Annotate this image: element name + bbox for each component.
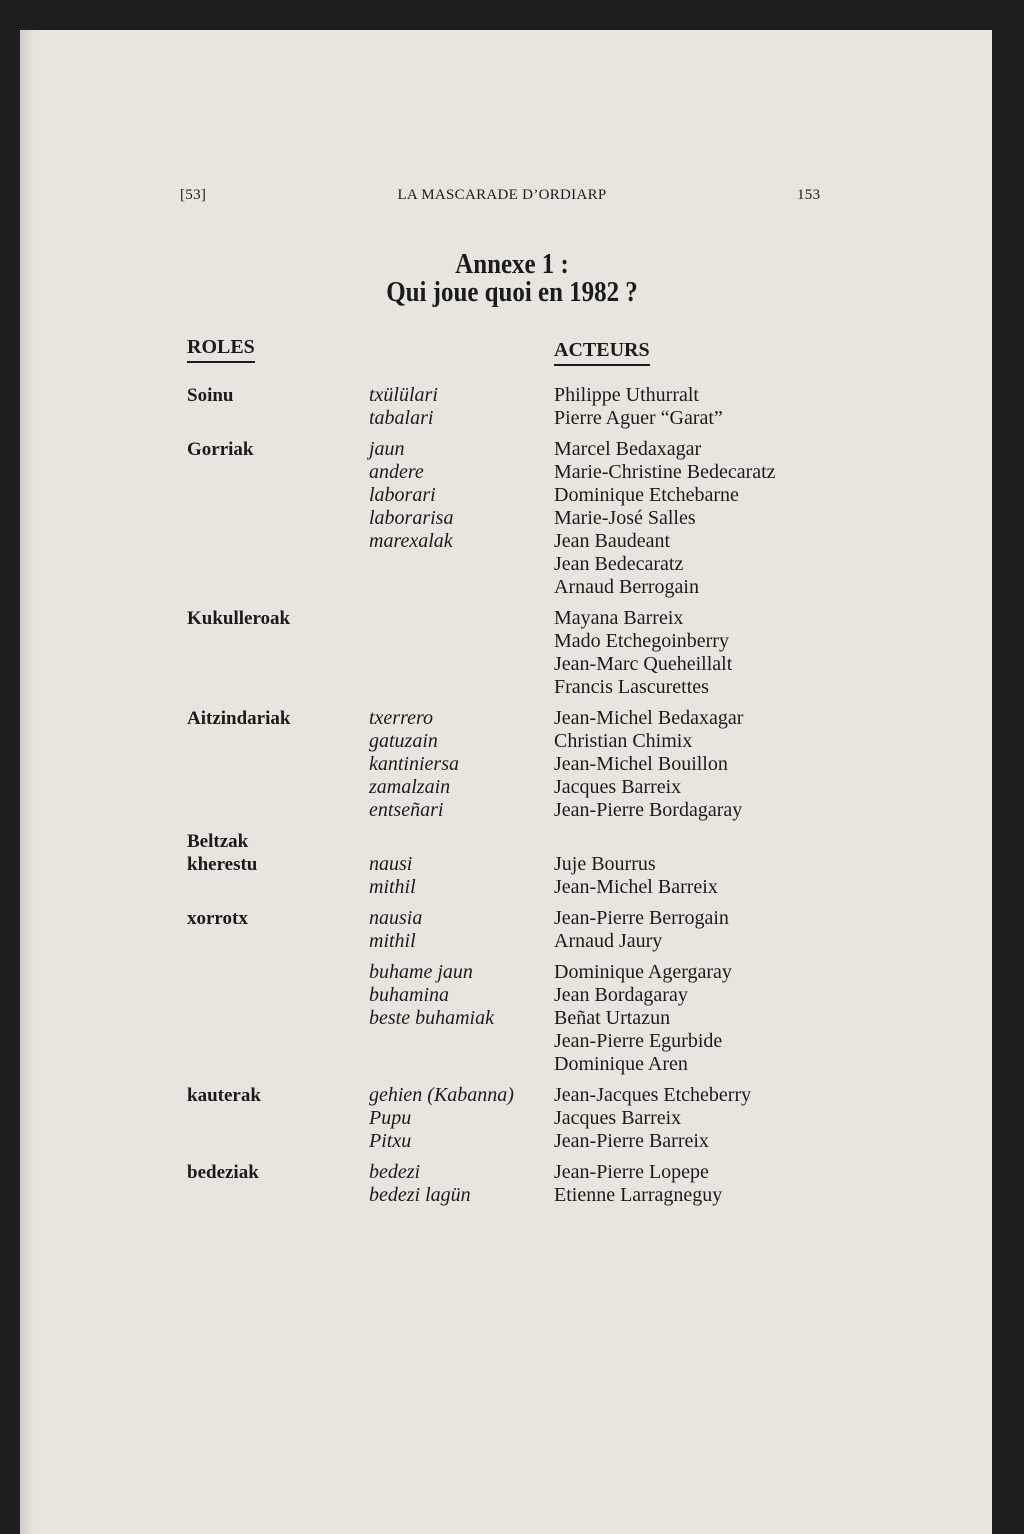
actor-name: Mado Etchegoinberry bbox=[554, 630, 729, 652]
table-row bbox=[187, 553, 837, 576]
role-name bbox=[187, 1007, 369, 1030]
function-name: andere bbox=[369, 461, 424, 483]
actor-name: Jean-Michel Bouillon bbox=[554, 753, 728, 775]
table-row bbox=[187, 1084, 837, 1107]
role-name bbox=[187, 1130, 369, 1153]
actor-name: Arnaud Jaury bbox=[554, 930, 663, 952]
table-row bbox=[187, 653, 837, 676]
role-group bbox=[187, 607, 837, 699]
function-name bbox=[369, 553, 554, 576]
table-row bbox=[187, 961, 837, 984]
role-name: Gorriak bbox=[187, 439, 254, 460]
table-row bbox=[187, 484, 837, 507]
actor-name: Christian Chimix bbox=[554, 730, 693, 752]
role-name bbox=[187, 461, 369, 484]
actor-name: Jean Bedecaratz bbox=[554, 553, 684, 575]
role-name bbox=[187, 1184, 369, 1207]
function-name: bedezi lagün bbox=[369, 1184, 471, 1206]
role-group bbox=[187, 707, 837, 822]
role-group bbox=[187, 907, 837, 953]
role-name bbox=[187, 1107, 369, 1130]
function-name: gatuzain bbox=[369, 730, 438, 752]
role-name: xorrotx bbox=[187, 908, 248, 929]
actor-name: Jacques Barreix bbox=[554, 776, 682, 798]
actor-name: Jean-Pierre Lopepe bbox=[554, 1161, 709, 1183]
table-row bbox=[187, 707, 837, 730]
role-name bbox=[187, 930, 369, 953]
annex-title: Annexe 1 : bbox=[455, 248, 569, 280]
function-name: nausia bbox=[369, 907, 423, 929]
table-row bbox=[187, 407, 837, 430]
actor-name: Marie-José Salles bbox=[554, 507, 696, 529]
role-name: Soinu bbox=[187, 385, 234, 406]
function-name bbox=[369, 607, 554, 630]
table-row bbox=[187, 984, 837, 1007]
table-row bbox=[187, 384, 837, 407]
role-name: Kukulleroak bbox=[187, 608, 291, 629]
function-name: Pupu bbox=[369, 1107, 412, 1129]
table-row bbox=[187, 576, 837, 599]
table-row bbox=[187, 753, 837, 776]
table-row bbox=[187, 530, 837, 553]
function-name bbox=[369, 1053, 554, 1076]
function-name: laborari bbox=[369, 484, 436, 506]
function-name: bedezi bbox=[369, 1161, 421, 1183]
actor-name: Jean Baudeant bbox=[554, 530, 671, 552]
actor-name: Dominique Etchebarne bbox=[554, 484, 739, 506]
function-name: buhamina bbox=[369, 984, 449, 1006]
actor-name: Philippe Uthurralt bbox=[554, 384, 699, 406]
table-row bbox=[187, 853, 837, 876]
actor-name: Jean-Michel Barreix bbox=[554, 876, 718, 898]
actor-name: Etienne Larragneguy bbox=[554, 1184, 723, 1206]
function-name bbox=[369, 1030, 554, 1053]
column-header-actors: ACTEURS bbox=[554, 339, 650, 366]
table-row bbox=[187, 1184, 837, 1207]
actor-name: Dominique Agergaray bbox=[554, 961, 732, 983]
function-name bbox=[369, 653, 554, 676]
function-name: jaun bbox=[369, 438, 405, 460]
function-name: txülülari bbox=[369, 384, 438, 406]
table-row bbox=[187, 730, 837, 753]
actor-name: Jean-Pierre Berrogain bbox=[554, 907, 729, 929]
table-row bbox=[187, 1053, 837, 1076]
table-row bbox=[187, 461, 837, 484]
table-row bbox=[187, 930, 837, 953]
actor-name: Jacques Barreix bbox=[554, 1107, 682, 1129]
role-name bbox=[187, 484, 369, 507]
role-name bbox=[187, 676, 369, 699]
role-name bbox=[187, 530, 369, 553]
function-name bbox=[369, 576, 554, 599]
actor-name: Pierre Aguer “Garat” bbox=[554, 407, 723, 429]
role-name bbox=[187, 576, 369, 599]
role-name bbox=[187, 961, 369, 984]
role-name bbox=[187, 553, 369, 576]
column-header-roles: ROLES bbox=[187, 336, 255, 363]
actor-name: Mayana Barreix bbox=[554, 607, 684, 629]
actor-name: Jean-Jacques Etcheberry bbox=[554, 1084, 752, 1106]
actor-name: Marie-Christine Bedecaratz bbox=[554, 461, 776, 483]
function-name: mithil bbox=[369, 876, 416, 898]
table-row bbox=[187, 507, 837, 530]
role-name: kauterak bbox=[187, 1085, 261, 1106]
function-name bbox=[369, 676, 554, 699]
actor-name: Dominique Aren bbox=[554, 1053, 688, 1075]
actor-name: Jean-Marc Queheillalt bbox=[554, 653, 733, 675]
role-group bbox=[187, 830, 837, 853]
table-row bbox=[187, 1030, 837, 1053]
table-row bbox=[187, 799, 837, 822]
function-name: marexalak bbox=[369, 530, 453, 552]
page-number: 153 bbox=[797, 187, 821, 203]
role-name bbox=[187, 753, 369, 776]
running-head-title: LA MASCARADE D’ORDIARP bbox=[397, 187, 607, 203]
table-row bbox=[187, 830, 837, 853]
function-name: tabalari bbox=[369, 407, 434, 429]
role-name: Beltzak bbox=[187, 831, 249, 852]
table-row bbox=[187, 1007, 837, 1030]
role-name bbox=[187, 730, 369, 753]
function-name: txerrero bbox=[369, 707, 434, 729]
role-name bbox=[187, 876, 369, 899]
table-row bbox=[187, 676, 837, 699]
role-name: bedeziak bbox=[187, 1162, 259, 1183]
cast-table bbox=[187, 384, 837, 1207]
role-group bbox=[187, 384, 837, 430]
function-name bbox=[369, 630, 554, 653]
actor-name: Beñat Urtazun bbox=[554, 1007, 671, 1029]
table-row bbox=[187, 630, 837, 653]
actor-name: Jean-Pierre Barreix bbox=[554, 1130, 709, 1152]
function-name: entseñari bbox=[369, 799, 444, 821]
function-name: laborarisa bbox=[369, 507, 454, 529]
role-name: kherestu bbox=[187, 854, 258, 875]
annex-subtitle: Qui joue quoi en 1982 ? bbox=[386, 276, 638, 308]
table-row bbox=[187, 1107, 837, 1130]
role-group bbox=[187, 1084, 837, 1153]
role-name bbox=[187, 507, 369, 530]
table-row bbox=[187, 438, 837, 461]
actor-name: Marcel Bedaxagar bbox=[554, 438, 702, 460]
table-row bbox=[187, 776, 837, 799]
table-row bbox=[187, 876, 837, 899]
actor-name: Jean-Pierre Bordagaray bbox=[554, 799, 743, 821]
function-name: Pitxu bbox=[369, 1130, 412, 1152]
actor-name bbox=[554, 830, 837, 853]
table-row bbox=[187, 1161, 837, 1184]
role-name bbox=[187, 984, 369, 1007]
page-gutter-shadow bbox=[20, 30, 34, 1534]
actor-name: Jean Bordagaray bbox=[554, 984, 688, 1006]
role-group bbox=[187, 1161, 837, 1207]
function-name: beste buhamiak bbox=[369, 1007, 494, 1029]
running-head-page-ref: [53] bbox=[180, 187, 207, 203]
role-group bbox=[187, 853, 837, 899]
role-group bbox=[187, 438, 837, 599]
role-name: Aitzindariak bbox=[187, 708, 291, 729]
role-name bbox=[187, 630, 369, 653]
function-name: buhame jaun bbox=[369, 961, 473, 983]
actor-name: Jean-Pierre Egurbide bbox=[554, 1030, 723, 1052]
role-name bbox=[187, 1053, 369, 1076]
actor-name: Jean-Michel Bedaxagar bbox=[554, 707, 744, 729]
role-name bbox=[187, 407, 369, 430]
table-row bbox=[187, 607, 837, 630]
function-name: zamalzain bbox=[369, 776, 451, 798]
role-name bbox=[187, 799, 369, 822]
function-name: mithil bbox=[369, 930, 416, 952]
role-name bbox=[187, 1030, 369, 1053]
table-row bbox=[187, 1130, 837, 1153]
role-name bbox=[187, 653, 369, 676]
role-group bbox=[187, 961, 837, 1076]
function-name bbox=[369, 830, 554, 853]
table-row bbox=[187, 907, 837, 930]
role-name bbox=[187, 776, 369, 799]
function-name: kantiniersa bbox=[369, 753, 459, 775]
actor-name: Arnaud Berrogain bbox=[554, 576, 699, 598]
function-name: gehien (Kabanna) bbox=[369, 1084, 514, 1106]
function-name: nausi bbox=[369, 853, 413, 875]
actor-name: Juje Bourrus bbox=[554, 853, 656, 875]
actor-name: Francis Lascurettes bbox=[554, 676, 709, 698]
